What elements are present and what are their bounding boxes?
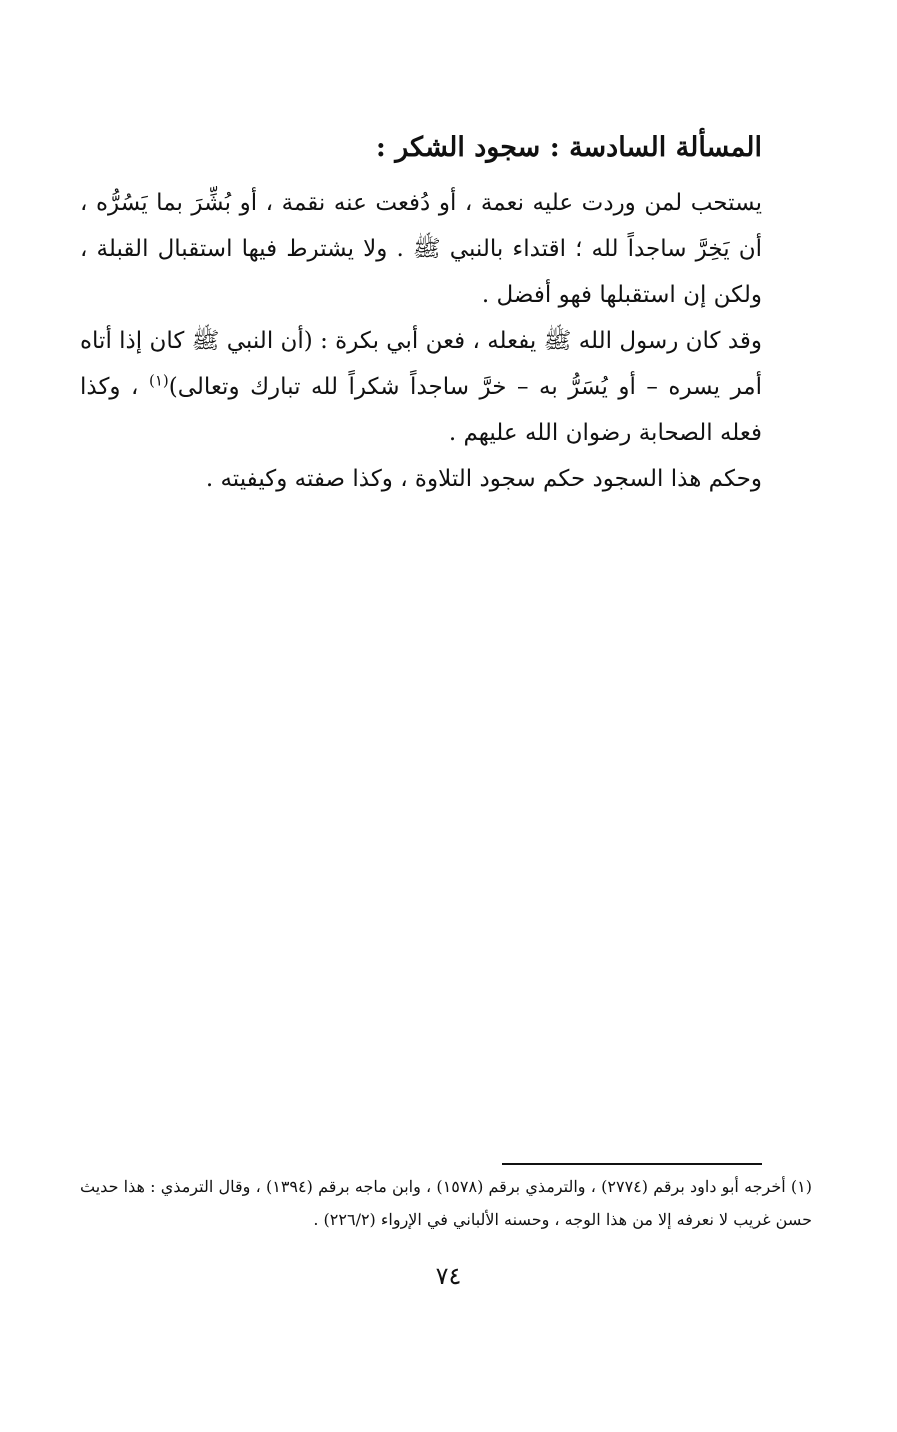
footnote-1: (١) أخرجه أبو داود برقم (٢٧٧٤) ، والترمذي برقم (١٥٧٨) ، وابن ماجه برقم (١٣٩٤) ، وقال الترمذي : هذا حديث حسن غريب لا نعرفه إلا من هذا الوجه ، وحسنه الألباني في الإرواء (٢٢٦/٢) . xyxy=(80,1177,813,1229)
footnote-reference[interactable]: (١) xyxy=(149,371,169,390)
footnote-separator xyxy=(502,1163,762,1165)
paragraph-2 xyxy=(80,318,762,456)
page-number: ٧٤ xyxy=(435,1262,462,1290)
section-heading: المسألة السادسة : سجود الشكر : xyxy=(375,132,762,163)
paragraph-1: يستحب لمن وردت عليه نعمة ، أو دُفعت عنه نقمة ، أو بُشِّرَ بما يَسُرُّه ، أن يَخِرَّ ساجداً لله ؛ اقتداء بالنبي ﷺ . ولا يشترط فيها استقبال القبلة ، ولكن إن استقبلها فهو أفضل . xyxy=(80,190,762,308)
paragraph-3: وحكم هذا السجود حكم سجود التلاوة ، وكذا صفته وكيفيته . xyxy=(205,466,762,492)
body-text xyxy=(80,180,762,502)
paragraph-2-text: وقد كان رسول الله ﷺ يفعله ، فعن أبي بكرة : (أن النبي ﷺ كان إذا أتاه أمر يسره – أو يُسَرُّ به – خرَّ ساجداً شكراً لله تبارك وتعالى) xyxy=(80,328,762,400)
footnotes xyxy=(80,1170,812,1236)
paragraph-2-continuation: ، وكذا فعله الصحابة رضوان الله عليهم . xyxy=(80,374,762,446)
